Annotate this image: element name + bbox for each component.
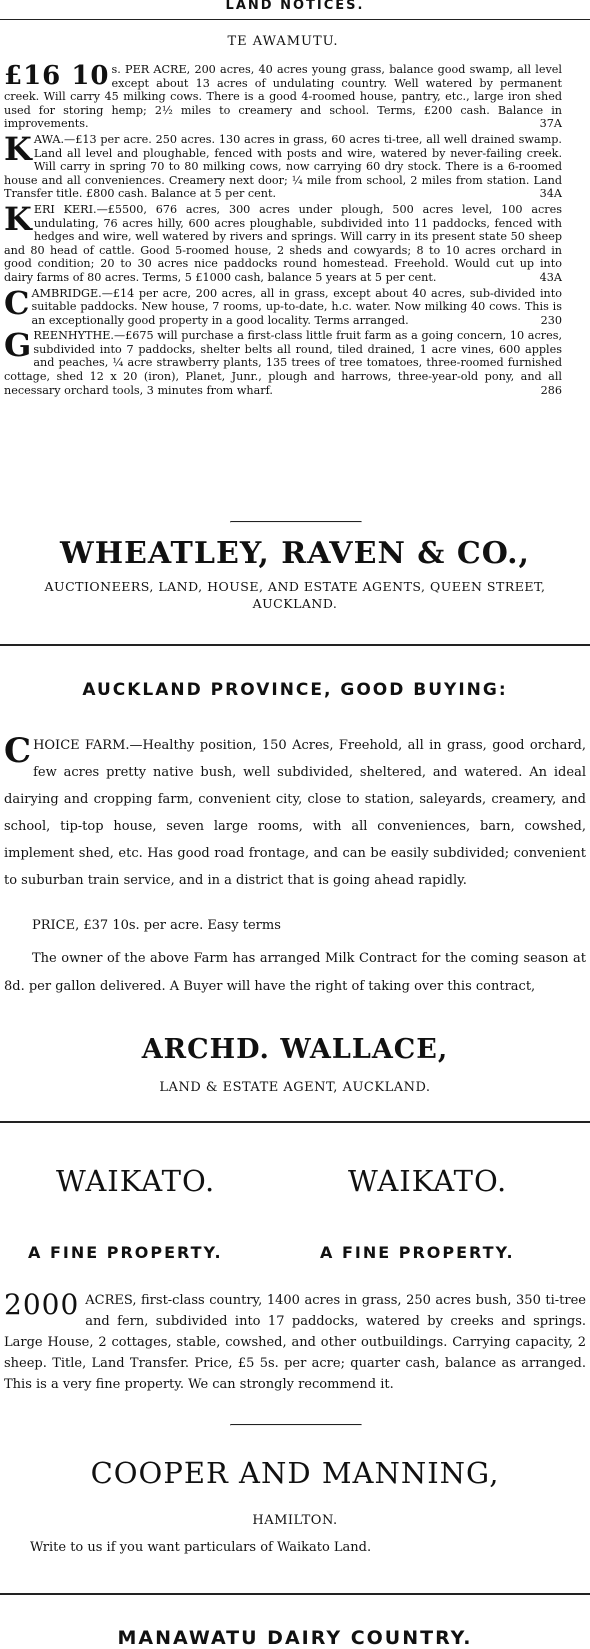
waikato-heading-left: WAIKATO. xyxy=(56,1164,216,1198)
listing-text: REENHYTHE.—£675 will purchase a first-class little fruit farm as a going concern, 10 acres, subdivided into 7 paddocks, shelter belts all round, tiled drained, 1 acre vines, 600 apples and peaches, ¼ acre strawberry plants, 135 trees of tree tomatoes, three-roomed furnished cottage, shed 12 x 20 (iron), Planet, Junr., plough and harrows, three-year-old pony, and all necessary orchard tools, 3 minutes from wharf. xyxy=(4,329,562,397)
drop-cap: C xyxy=(4,731,32,771)
section-rule xyxy=(0,1593,590,1595)
te-awamutu-section xyxy=(4,34,562,397)
firm-block xyxy=(0,536,590,611)
listing-ref: 37A xyxy=(539,117,562,131)
listing-text: ACRES, first-class country, 1400 acres in grass, 250 acres bush, 350 ti-tree and fern, subdivided into 17 paddocks, watered by creeks and springs. Large House, 2 cottages, stable, cowshed, and other outbuildings. Carrying capacity, 2 sheep. Title, Land Transfer. Price, £5 5s. per acre; quarter cash, balance as arranged. This is a very fine property. We can strongly recommend it. xyxy=(4,1293,586,1392)
listing-text: AMBRIDGE.—£14 per acre, 200 acres, all in grass, except about 40 acres, sub-divided into suitable paddocks. New house, 7 rooms, up-to-date, h.c. water. Now milking 40 cows. This is an exceptionally good property in a good locality. Terms arranged. xyxy=(31,286,562,327)
waikato-listing xyxy=(4,1290,586,1395)
section-heading: MANAWATU DAIRY COUNTRY. xyxy=(117,1627,473,1649)
short-rule xyxy=(230,1424,362,1426)
milk-contract-note xyxy=(4,945,586,1001)
drop-cap: C xyxy=(4,283,30,322)
section-heading: AUCKLAND PROVINCE, GOOD BUYING: xyxy=(82,680,508,700)
section-rule xyxy=(0,1121,590,1123)
listing-ref: 286 xyxy=(540,383,562,397)
listing xyxy=(4,326,562,397)
waikato-heading-right: WAIKATO. xyxy=(348,1164,508,1198)
listing xyxy=(4,283,562,328)
listing xyxy=(4,63,562,131)
listing-price-lead: £16 10 xyxy=(4,61,110,91)
header-rule xyxy=(0,19,590,20)
fine-property-left: A FINE PROPERTY. xyxy=(28,1243,223,1262)
drop-cap: G xyxy=(4,326,32,365)
note-text: The owner of the above Farm has arranged Milk Contract for the coming season at 8d. per gallon delivered. A Buyer will have the right of taking over this contract, xyxy=(4,951,586,994)
listing xyxy=(4,129,562,201)
firm-town: HAMILTON. xyxy=(252,1513,338,1528)
agent-name: ARCHD. WALLACE, xyxy=(141,1034,449,1065)
drop-cap: K xyxy=(4,199,32,238)
section-heading: TE AWAMUTU. xyxy=(227,34,339,49)
price-line: PRICE, £37 10s. per acre. Easy terms xyxy=(32,918,281,933)
acres-lead: 2000 xyxy=(4,1288,80,1321)
listing-text: ERI KERI.—£5500, 676 acres, 300 acres under plough, 500 acres level, 100 acres undulating, 76 acres hilly, 600 acres ploughable, subdivided into 11 paddocks, fenced with hedges and wire, well watered by rivers and springs. Will carry in its present state 50 sheep and 80 head of cattle. Good 5-roomed house, 2 sheds and cowyards; 8 to 10 acres orchard in good condition; 20 to 30 acres nice paddocks round homestead. Freehold. Would cut up into dairy farms of 80 acres. Terms, 5 £1000 cash, balance 5 years at 5 per cent. xyxy=(4,202,562,284)
listing-text: HOICE FARM.—Healthy position, 150 Acres, Freehold, all in grass, good orchard, few acres pretty native bush, well subdivided, sheltered, and watered. An ideal dairying and cropping farm, convenient city, close to station, saleyards, creamery, and school, tip-top house, seven large rooms, with all conveniences, barn, cowshed, implement shed, etc. Has good road frontage, and can be easily subdivided; convenient to suburban train service, and in a district that is going ahead rapidly. xyxy=(4,738,586,888)
short-rule xyxy=(230,521,362,523)
listing-text: s. PER ACRE, 200 acres, 40 acres young grass, balance good swamp, all level except about 13 acres of undulating country. Well watered by permanent creek. Will carry 45 milking cows. There is a good 4-roomed house, pantry, etc., large iron shed used for storing hemp; 2½ miles to creamery and school. Terms, £200 cash. Balance in improvements. xyxy=(4,63,562,131)
listing-ref: 43A xyxy=(539,270,562,284)
section-rule xyxy=(0,644,590,646)
page-title: LAND NOTICES. xyxy=(225,0,365,13)
firm-name: WHEATLEY, RAVEN & CO., xyxy=(60,536,530,571)
firm-city: AUCKLAND. xyxy=(252,596,338,611)
cooper-manning-name: COOPER AND MANNING, xyxy=(90,1456,500,1490)
firm-address: AUCTIONEERS, LAND, HOUSE, AND ESTATE AGENTS, QUEEN STREET, xyxy=(44,579,546,594)
listing-text: AWA.—£13 per acre. 250 acres. 130 acres in grass, 60 acres ti-tree, all well drained swamp. Land all level and ploughable, fenced with posts and wire, watered by never-failing creek. Will carry in spring 70 to 80 milking cows, now carrying 60 dry stock. There is a 6-roomed house and all conveniences. Creamery next door; ¼ mile from school, 2 miles from station. Land Transfer title. £800 cash. Balance at 5 per cent. xyxy=(4,132,562,201)
listing xyxy=(4,199,562,285)
listing-ref: 34A xyxy=(539,187,562,201)
particulars-line: Write to us if you want particulars of Waikato Land. xyxy=(30,1540,372,1555)
agent-subtitle: LAND & ESTATE AGENT, AUCKLAND. xyxy=(159,1080,431,1095)
listing-ref: 230 xyxy=(540,313,562,327)
choice-farm-listing xyxy=(4,732,586,894)
page-header xyxy=(0,0,590,20)
drop-cap: K xyxy=(4,129,32,168)
fine-property-right: A FINE PROPERTY. xyxy=(320,1243,515,1262)
